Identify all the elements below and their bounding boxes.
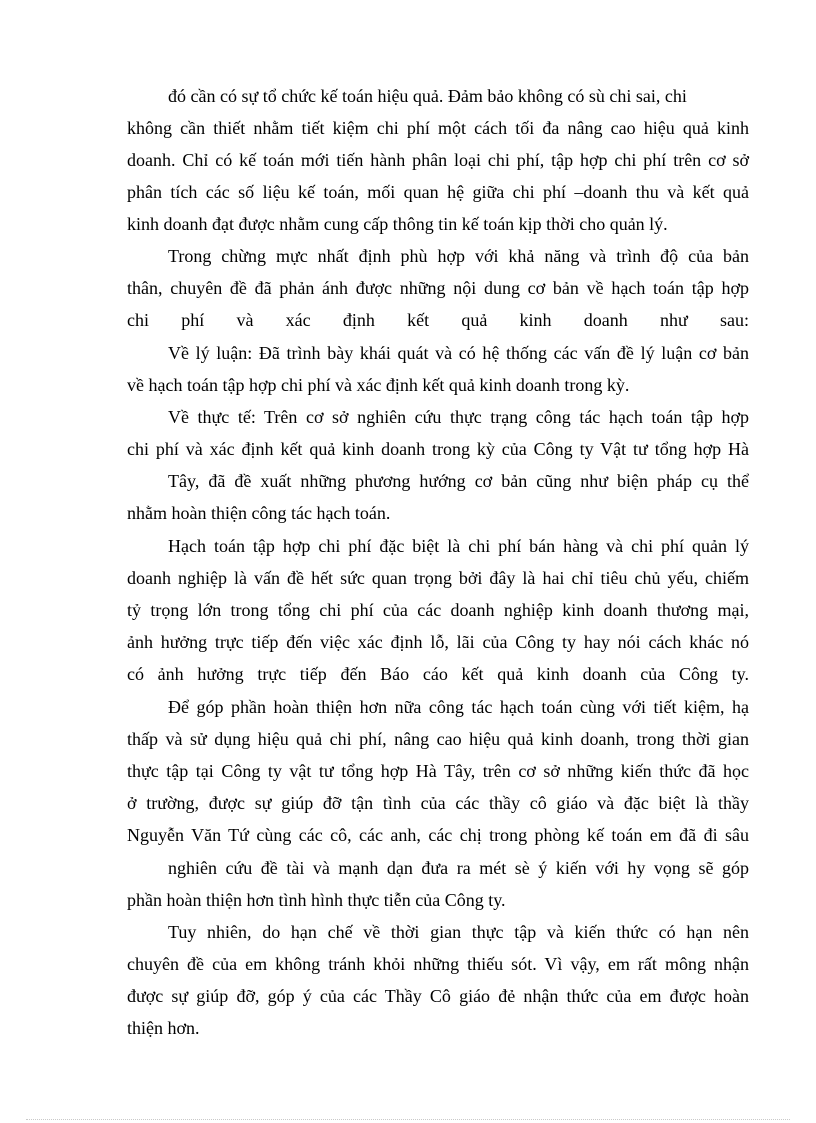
- text-line: tỷ trọng lớn trong tổng chi phí của các doanh nghiệp kinh doanh thương mại,: [127, 600, 749, 620]
- text-line: Về lý luận: Đã trình bày khái quát và có hệ thống các vấn đề lý luận cơ bản: [168, 343, 749, 363]
- text-line: về hạch toán tập hợp chi phí và xác định kết quả kinh doanh trong kỳ.: [127, 375, 630, 395]
- text-line: nhằm hoàn thiện công tác hạch toán.: [127, 503, 391, 523]
- page-bottom-divider: [26, 1119, 790, 1120]
- text-line: Về thực tế: Trên cơ sở nghiên cứu thực trạng công tác hạch toán tập hợp: [168, 407, 749, 427]
- text-line: nghiên cứu đề tài và mạnh dạn đưa ra mét sè ý kiến với hy vọng sẽ góp: [168, 858, 749, 878]
- text-line: Nguyễn Văn Tứ cùng các cô, các anh, các chị trong phòng kế toán em đã đi sâu: [127, 825, 749, 845]
- text-line: Hạch toán tập hợp chi phí đặc biệt là chi phí bán hàng và chi phí quản lý: [168, 536, 749, 556]
- text-line: được sự giúp đỡ, góp ý của các Thầy Cô giáo đẻ nhận thức của em được hoàn: [127, 986, 749, 1006]
- text-line: thân, chuyên đề đã phản ánh được những nội dung cơ bản về hạch toán tập hợp: [127, 278, 749, 298]
- text-line: thiện hơn.: [127, 1018, 200, 1038]
- text-line: thấp và sử dụng hiệu quả chi phí, nâng cao hiệu quả kinh doanh, trong thời gian: [127, 729, 749, 749]
- text-line: chi phí và xác định kết quả kinh doanh như sau:: [127, 310, 749, 330]
- text-line: ảnh hưởng trực tiếp đến việc xác định lỗ, lãi của Công ty hay nói cách khác nó: [127, 632, 749, 652]
- text-line: đó cần có sự tổ chức kế toán hiệu quả. Đảm bảo không có sù chi sai, chi: [168, 86, 687, 106]
- text-line: chi phí và xác định kết quả kinh doanh trong kỳ của Công ty Vật tư tổng hợp Hà: [127, 439, 749, 459]
- text-line: kinh doanh đạt được nhằm cung cấp thông tin kế toán kịp thời cho quản lý.: [127, 214, 668, 234]
- text-line: thực tập tại Công ty vật tư tổng hợp Hà Tây, trên cơ sở những kiến thức đã học: [127, 761, 749, 781]
- text-line: phần hoàn thiện hơn tình hình thực tiễn của Công ty.: [127, 890, 506, 910]
- text-line: có ảnh hưởng trực tiếp đến Báo cáo kết quả kinh doanh của Công ty.: [127, 664, 749, 684]
- text-line: Tây, đã đề xuất những phương hướng cơ bản cũng như biện pháp cụ thể: [168, 471, 749, 491]
- text-line: Tuy nhiên, do hạn chế về thời gian thực tập và kiến thức có hạn nên: [168, 922, 749, 942]
- text-line: chuyên đề của em không tránh khỏi những thiếu sót. Vì vậy, em rất mông nhận: [127, 954, 749, 974]
- text-line: ở trường, được sự giúp đỡ tận tình của các thầy cô giáo và đặc biệt là thầy: [127, 793, 749, 813]
- text-line: doanh. Chỉ có kế toán mới tiến hành phân loại chi phí, tập hợp chi phí trên cơ sở: [127, 150, 749, 170]
- text-line: Trong chừng mực nhất định phù hợp với khả năng và trình độ của bản: [168, 246, 749, 266]
- text-line: phân tích các số liệu kế toán, mối quan hệ giữa chi phí –doanh thu và kết quả: [127, 182, 749, 202]
- text-line: không cần thiết nhằm tiết kiệm chi phí một cách tối đa nâng cao hiệu quả kinh: [127, 118, 749, 138]
- text-line: doanh nghiệp là vấn đề hết sức quan trọng bởi đây là hai chỉ tiêu chủ yếu, chiếm: [127, 568, 749, 588]
- text-line: Để góp phần hoàn thiện hơn nữa công tác hạch toán cùng với tiết kiệm, hạ: [168, 697, 749, 717]
